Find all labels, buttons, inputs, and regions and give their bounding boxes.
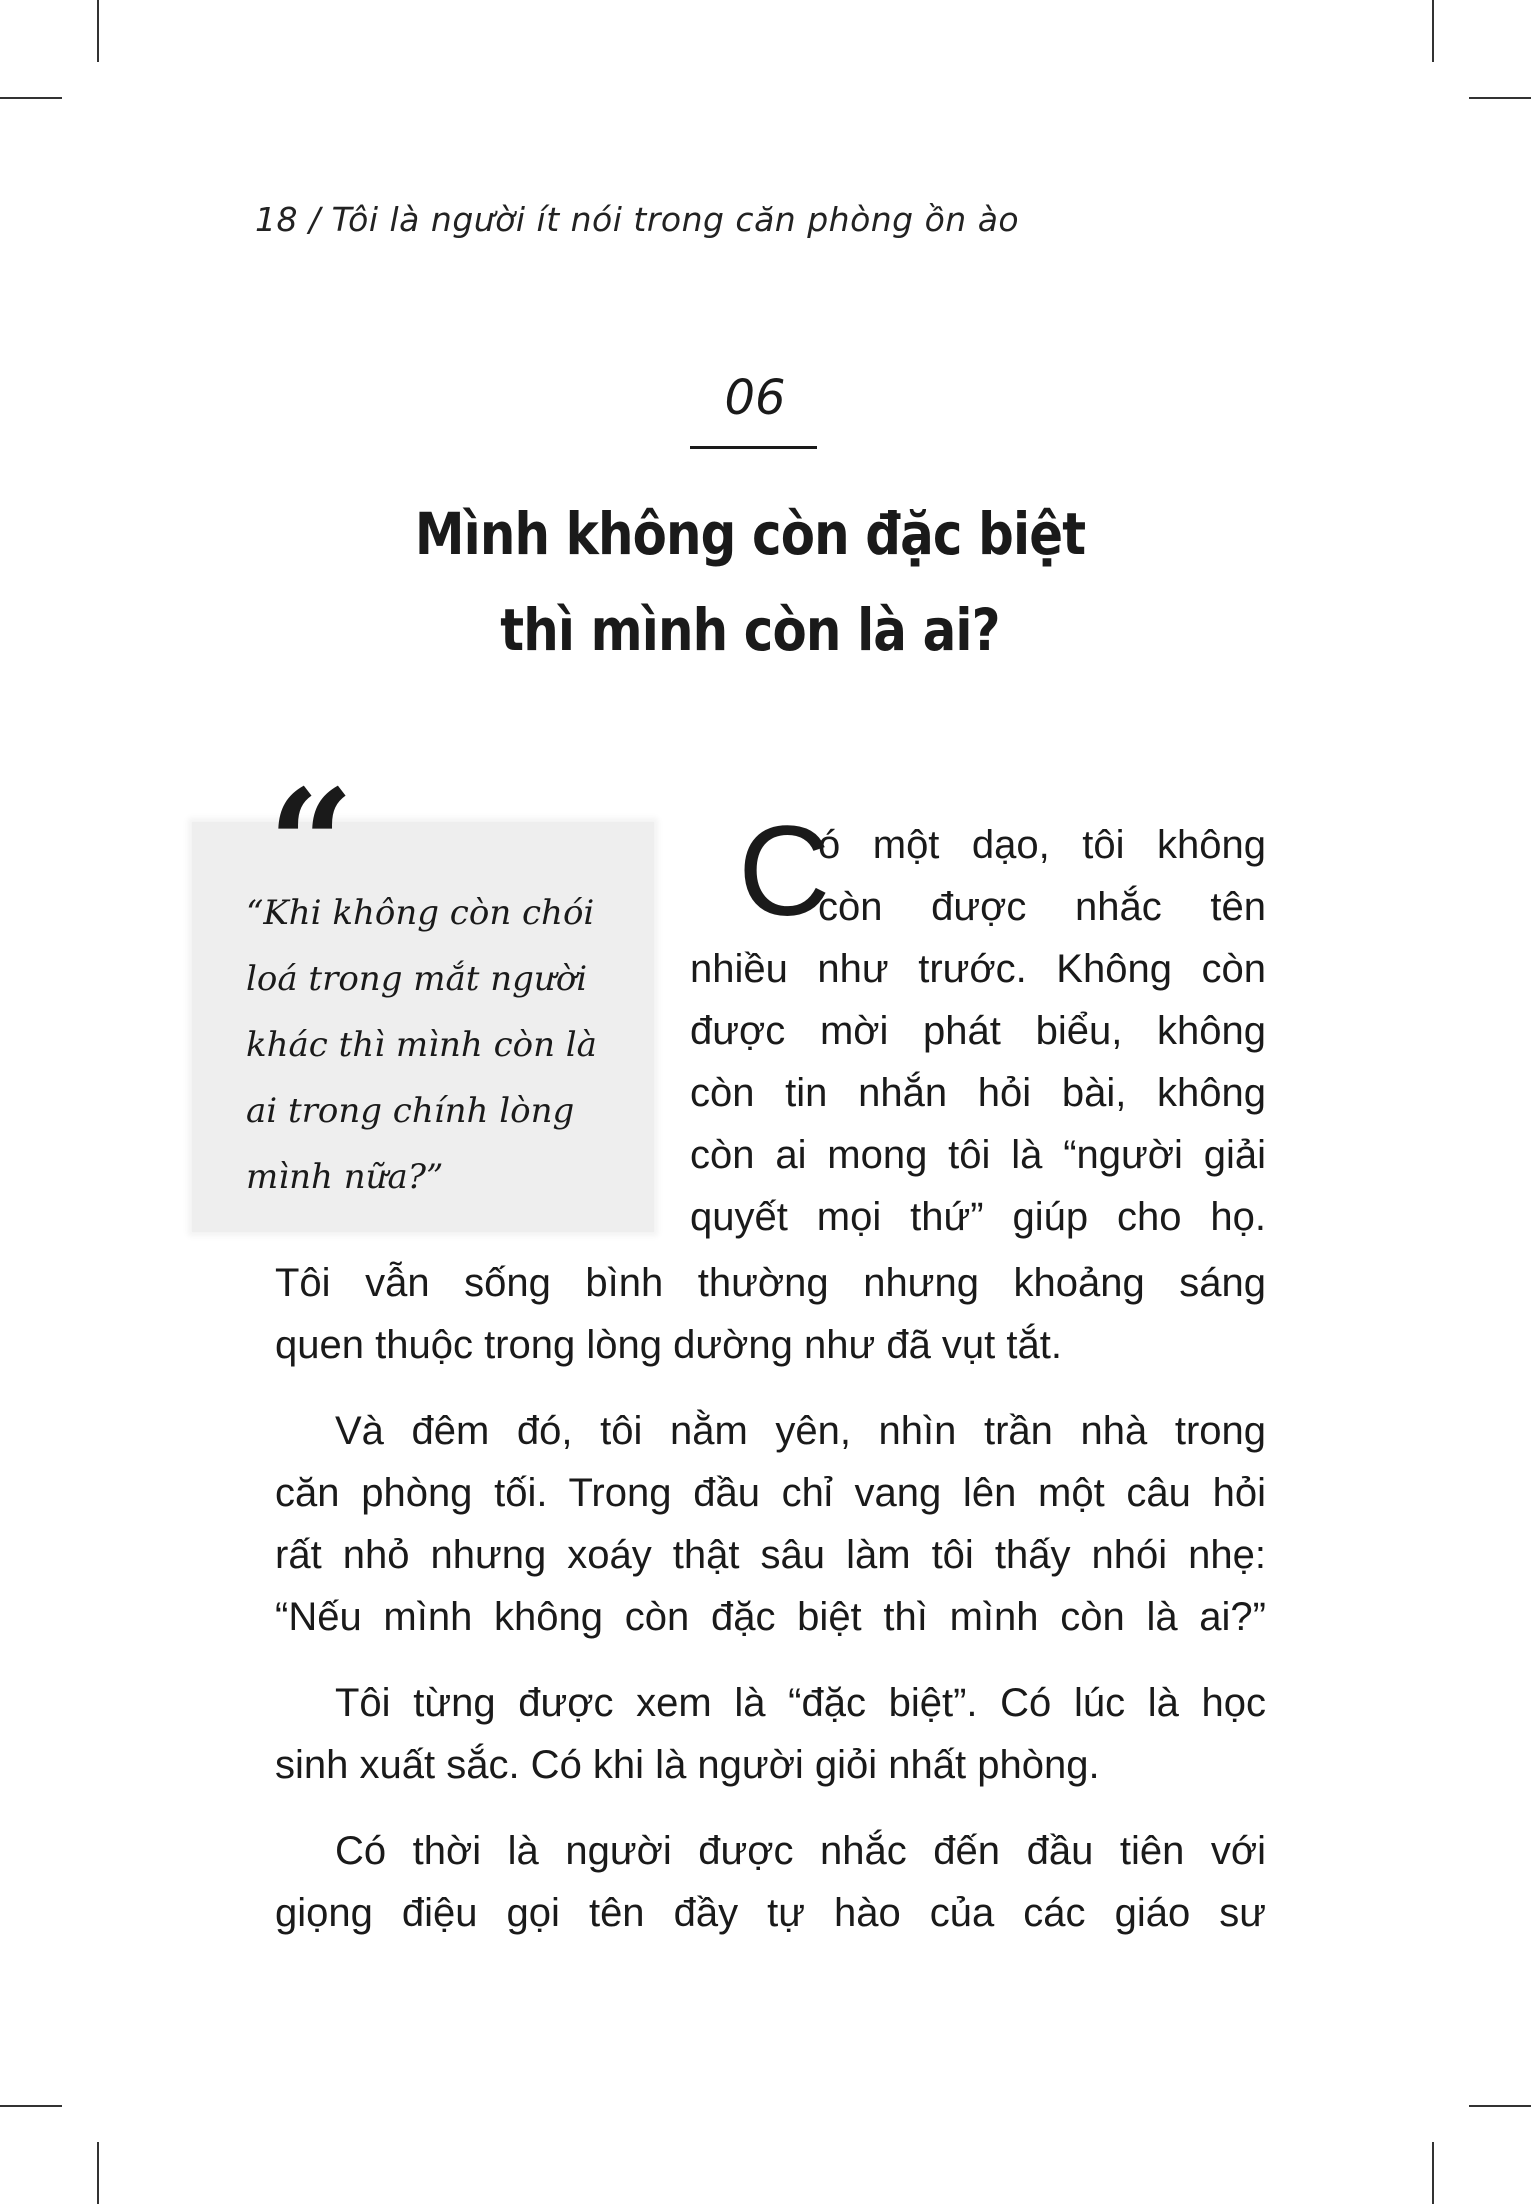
body-line: căn phòng tối. Trong đầu chỉ vang lên một câu hỏi (275, 1471, 1266, 1515)
body-line: ó một dạo, tôi không (818, 823, 1266, 867)
body-line: còn tin nhắn hỏi bài, không (690, 1071, 1266, 1115)
chapter-title-line-1: Mình không còn đặc biệt (414, 500, 1086, 568)
crop-mark-bottom-right-horizontal (1469, 2105, 1531, 2107)
crop-mark-bottom-left-horizontal (0, 2105, 62, 2107)
pull-quote-line: mình nữa?” (246, 1157, 444, 1197)
body-line: Có thời là người được nhắc đến đầu tiên với (335, 1829, 1266, 1873)
pull-quote-line: khác thì mình còn là (246, 1025, 597, 1065)
body-line: “Nếu mình không còn đặc biệt thì mình còn là ai?” (275, 1595, 1266, 1639)
chapter-rule (690, 446, 817, 449)
body-line: còn ai mong tôi là “người giải (690, 1133, 1266, 1177)
body-line: rất nhỏ nhưng xoáy thật sâu làm tôi thấy nhói nhẹ: (275, 1533, 1266, 1577)
pull-quote-line: ai trong chính lòng (246, 1091, 575, 1131)
body-line: quyết mọi thứ” giúp cho họ. (690, 1195, 1266, 1239)
crop-mark-top-right-vertical (1432, 0, 1434, 62)
running-header: 18 / Tôi là người ít nói trong căn phòng ồn ào (255, 200, 1020, 239)
body-line: Và đêm đó, tôi nằm yên, nhìn trần nhà trong (335, 1409, 1266, 1453)
body-line: nhiều như trước. Không còn (690, 947, 1266, 991)
body-line: còn được nhắc tên (818, 885, 1266, 929)
chapter-number: 06 (724, 370, 786, 426)
body-line: giọng điệu gọi tên đầy tự hào của các giáo sư (275, 1891, 1266, 1935)
body-line: sinh xuất sắc. Có khi là người giỏi nhất phòng. (275, 1743, 1100, 1787)
body-line: được mời phát biểu, không (690, 1009, 1266, 1053)
pull-quote-line: loá trong mắt người (246, 959, 588, 999)
pull-quote-line: “Khi không còn chói (246, 893, 595, 933)
crop-mark-bottom-left-vertical (97, 2142, 99, 2204)
crop-mark-top-left-vertical (97, 0, 99, 62)
body-line: Tôi vẫn sống bình thường nhưng khoảng sáng (275, 1261, 1266, 1305)
chapter-title (363, 486, 1137, 678)
crop-mark-bottom-right-vertical (1432, 2142, 1434, 2204)
drop-cap: C (738, 800, 831, 943)
crop-mark-top-right-horizontal (1469, 97, 1531, 99)
chapter-title-line-2: thì mình còn là ai? (500, 596, 1000, 664)
pull-quote (246, 880, 646, 1210)
body-line: Tôi từng được xem là “đặc biệt”. Có lúc là học (335, 1681, 1266, 1725)
quote-mark-icon: “ (268, 757, 355, 933)
crop-mark-top-left-horizontal (0, 97, 62, 99)
body-line: quen thuộc trong lòng dường như đã vụt tắt. (275, 1323, 1062, 1367)
